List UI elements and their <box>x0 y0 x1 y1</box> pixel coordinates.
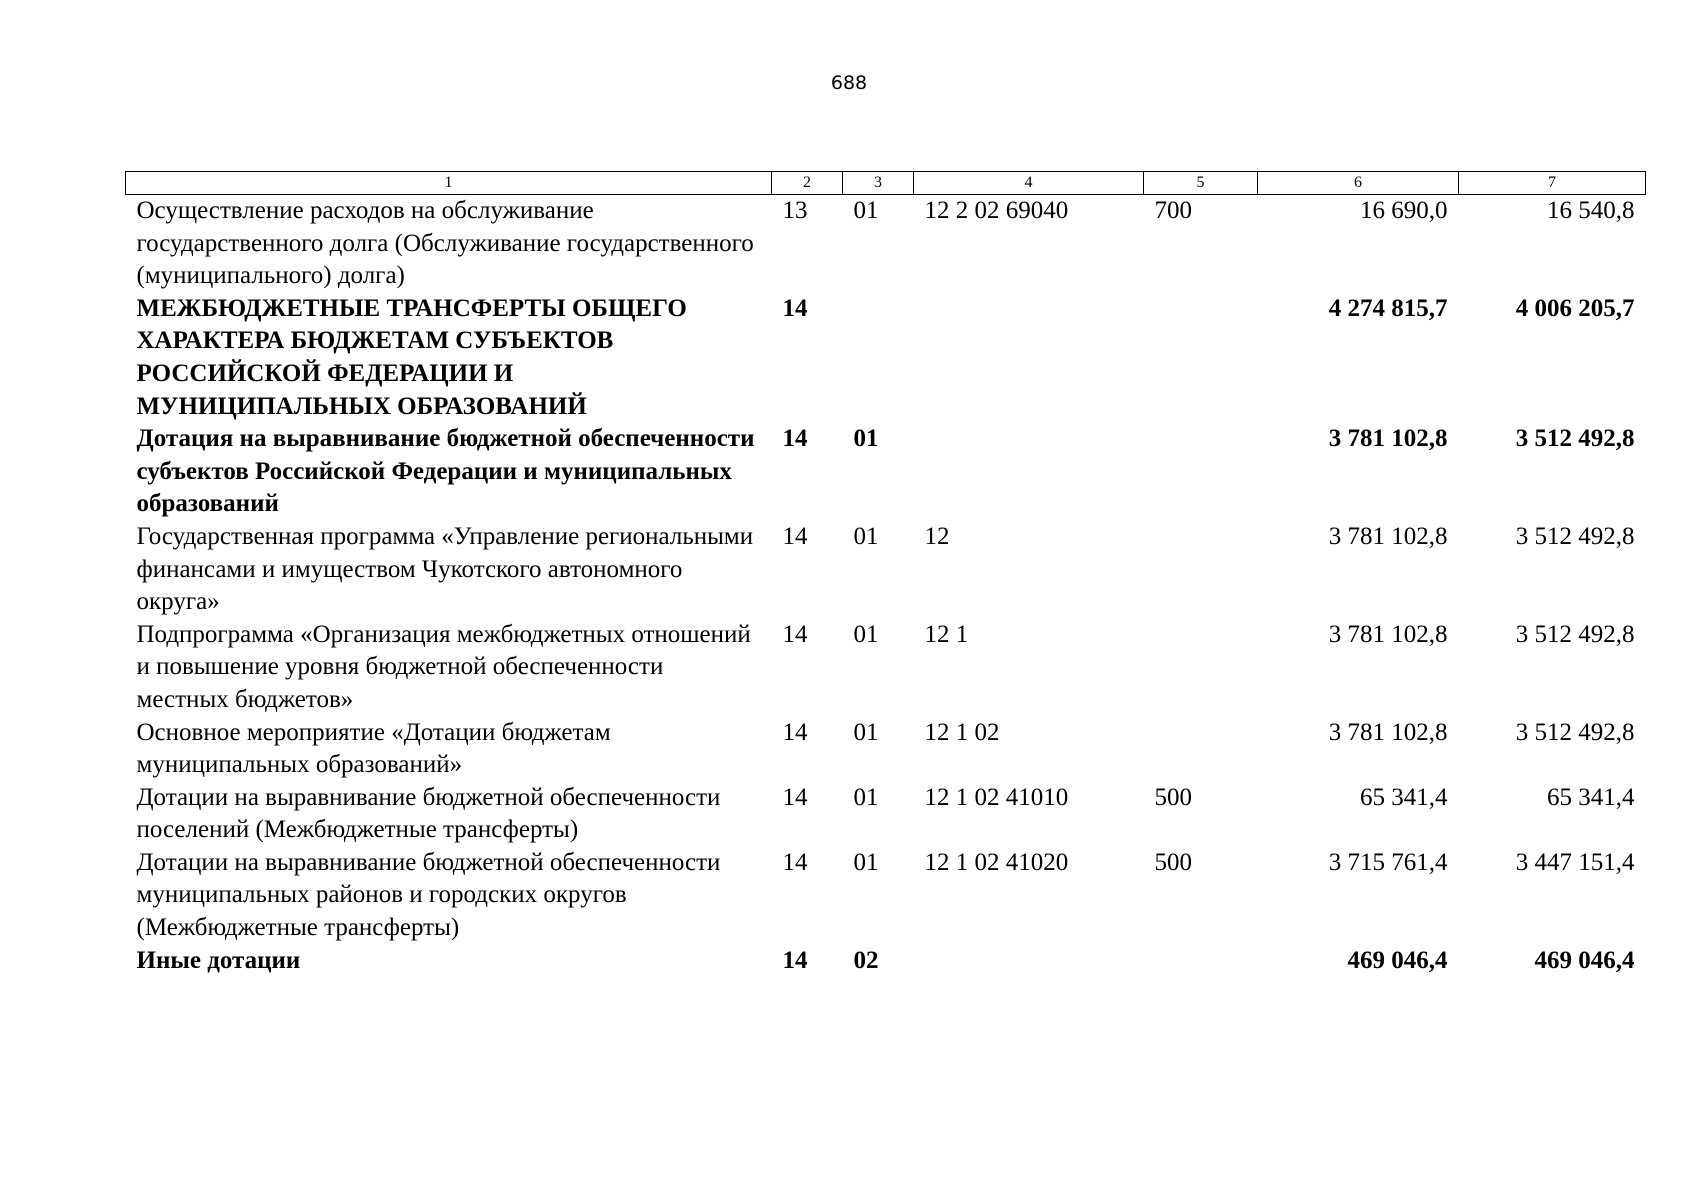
amount-year-2: 3 447 151,4 <box>1515 848 1635 876</box>
amount-year-1: 3 781 102,8 <box>1328 522 1448 550</box>
column-number-5: 5 <box>1144 172 1258 195</box>
section-code: 14 <box>782 620 808 648</box>
amount-year-2: 3 512 492,8 <box>1515 620 1635 648</box>
section-code: 14 <box>782 718 808 746</box>
target-article-code <box>914 423 1144 521</box>
amount-year-2: 4 006 205,7 <box>1515 294 1635 322</box>
target-article-code: 12 1 02 <box>924 718 1000 746</box>
amount-year-2: 16 540,8 <box>1547 197 1635 224</box>
target-article-code: 12 1 02 41020 <box>924 848 1069 876</box>
subsection-code: 01 <box>853 718 879 746</box>
target-article-code <box>914 293 1144 423</box>
item-name: Подпрограмма «Организация межбюджетных отношений и повышение уровня бюджетной обеспеченности местных бюджетов» <box>136 620 751 713</box>
page-number: 688 <box>830 72 868 94</box>
table-row <box>126 782 1646 847</box>
expense-type-code <box>1144 293 1258 423</box>
expense-type-code <box>1144 717 1258 782</box>
item-name: Осуществление расходов на обслуживание государственного долга (Обслуживание государственного (муниципального) долга) <box>136 197 754 290</box>
amount-year-1: 3 781 102,8 <box>1328 718 1448 746</box>
subsection-code: 01 <box>853 783 879 811</box>
subsection-code: 01 <box>853 522 879 550</box>
table-row <box>126 293 1646 423</box>
target-article-code: 12 2 02 69040 <box>924 197 1069 224</box>
section-code: 14 <box>782 946 808 974</box>
subsection-code: 01 <box>853 425 879 453</box>
subsection-code <box>843 293 914 423</box>
item-name: Дотации на выравнивание бюджетной обеспеченности муниципальных районов и городских округов (Межбюджетные трансферты) <box>136 848 721 942</box>
expense-type-code <box>1144 619 1258 717</box>
subsection-code: 01 <box>853 848 879 876</box>
amount-year-1: 65 341,4 <box>1360 783 1448 811</box>
section-code: 14 <box>782 783 808 811</box>
target-article-code: 12 <box>924 522 950 550</box>
table-row <box>126 423 1646 521</box>
item-name: Дотации на выравнивание бюджетной обеспеченности поселений (Межбюджетные трансферты) <box>136 783 721 844</box>
amount-year-2: 3 512 492,8 <box>1515 522 1635 550</box>
amount-year-1: 16 690,0 <box>1360 197 1448 224</box>
section-code: 14 <box>782 848 808 876</box>
expense-type-code: 500 <box>1154 848 1192 876</box>
amount-year-2: 65 341,4 <box>1547 783 1635 811</box>
column-number-1: 1 <box>126 172 772 195</box>
target-article-code: 12 1 <box>924 620 969 648</box>
table-row <box>126 619 1646 717</box>
table-header-row <box>126 172 1646 195</box>
amount-year-1: 4 274 815,7 <box>1328 294 1448 322</box>
table-row <box>126 521 1646 619</box>
amount-year-1: 3 781 102,8 <box>1328 425 1448 453</box>
section-code: 14 <box>782 522 808 550</box>
amount-year-1: 3 715 761,4 <box>1328 848 1448 876</box>
table-row <box>126 195 1646 293</box>
column-number-4: 4 <box>914 172 1144 195</box>
table-row <box>126 717 1646 782</box>
amount-year-1: 3 781 102,8 <box>1328 620 1448 648</box>
column-number-2: 2 <box>772 172 843 195</box>
amount-year-2: 3 512 492,8 <box>1515 718 1635 746</box>
subsection-code: 01 <box>853 620 879 648</box>
column-number-7: 7 <box>1459 172 1646 195</box>
column-number-6: 6 <box>1258 172 1459 195</box>
expense-type-code: 500 <box>1154 783 1192 811</box>
item-name: Дотация на выравнивание бюджетной обеспеченности субъектов Российской Федерации и муниципальных образований <box>136 425 755 518</box>
section-code: 14 <box>782 425 808 453</box>
section-code: 13 <box>782 197 808 224</box>
amount-year-2: 469 046,4 <box>1534 946 1635 974</box>
item-name: Иные дотации <box>136 946 301 974</box>
target-article-code: 12 1 02 41010 <box>924 783 1069 811</box>
amount-year-1: 469 046,4 <box>1347 946 1448 974</box>
section-code: 14 <box>782 294 808 322</box>
target-article-code <box>914 945 1144 978</box>
expense-type-code: 700 <box>1154 197 1192 224</box>
amount-year-2: 3 512 492,8 <box>1515 425 1635 453</box>
table-row <box>126 847 1646 945</box>
expense-type-code <box>1144 521 1258 619</box>
column-number-3: 3 <box>843 172 914 195</box>
table-row <box>126 945 1646 978</box>
budget-table <box>125 171 1646 977</box>
item-name: МЕЖБЮДЖЕТНЫЕ ТРАНСФЕРТЫ ОБЩЕГО ХАРАКТЕРА БЮДЖЕТАМ СУБЪЕКТОВ РОССИЙСКОЙ ФЕДЕРАЦИИ И МУНИЦИПАЛЬНЫХ ОБРАЗОВАНИЙ <box>136 294 687 420</box>
subsection-code: 02 <box>853 946 879 974</box>
expense-type-code <box>1144 945 1258 978</box>
expense-type-code <box>1144 423 1258 521</box>
item-name: Государственная программа «Управление региональными финансами и имуществом Чукотского автономного округа» <box>136 522 754 616</box>
item-name: Основное мероприятие «Дотации бюджетам муниципальных образований» <box>136 718 611 779</box>
subsection-code: 01 <box>853 197 879 224</box>
